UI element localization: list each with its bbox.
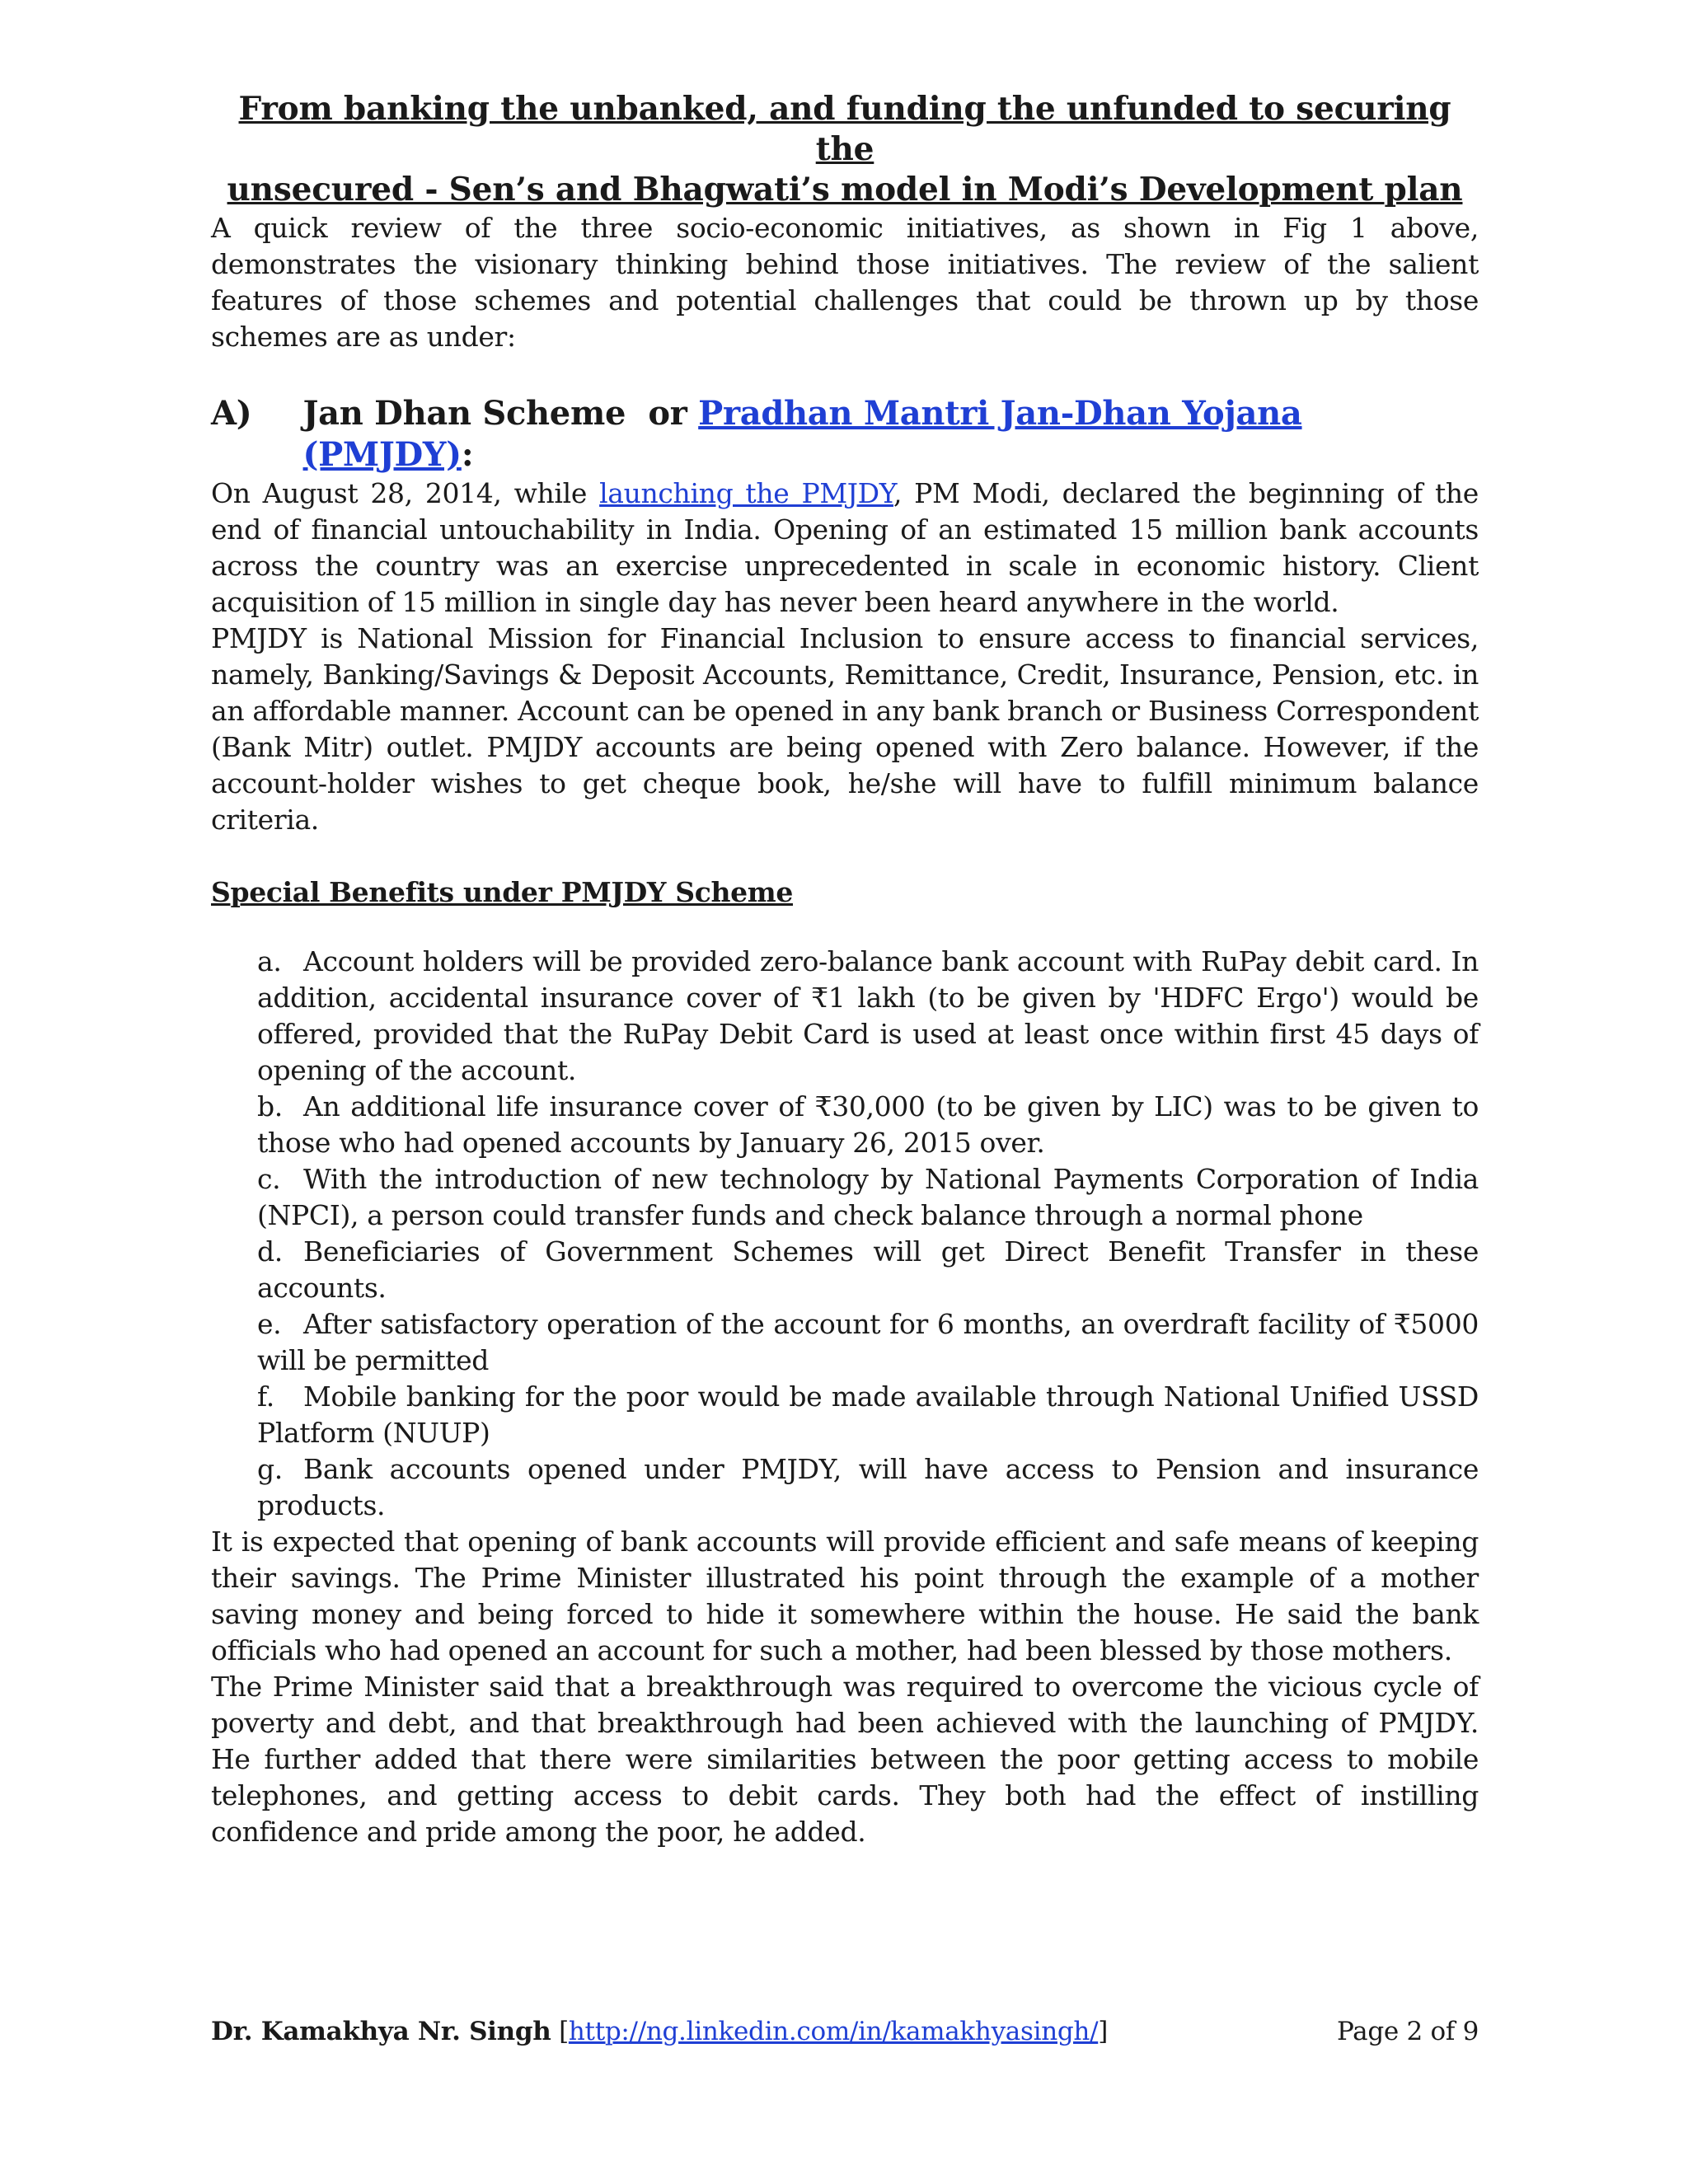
list-item-text: Bank accounts opened under PMJDY, will have access to Pension and insurance products. bbox=[257, 1453, 1479, 1521]
page-footer bbox=[211, 2015, 1479, 2048]
paragraph-savings: It is expected that opening of bank accounts will provide efficient and safe means of keeping their savings. The Prime Minister illustrated his point through the example of a mother saving money and being forced to hide it somewhere within the house. He said the bank officials who had opened an account for such a mother, had been blessed by those mothers. bbox=[211, 1526, 1479, 1666]
footer-author: Dr. Kamakhya Nr. Singh bbox=[211, 2017, 551, 2046]
list-marker: a. bbox=[257, 945, 282, 977]
list-marker: f. bbox=[257, 1380, 274, 1413]
footer-bracket-close: ] bbox=[1098, 2017, 1109, 2046]
list-item bbox=[257, 1234, 1479, 1306]
title-line-1: From banking the unbanked, and funding the unfunded to securing the bbox=[238, 90, 1451, 168]
section-heading bbox=[211, 393, 1479, 476]
list-item-text: An additional life insurance cover of ₹30,000 (to be given by LIC) was to be given to those who had opened accounts by January 26, 2015 over. bbox=[257, 1090, 1479, 1159]
document-page bbox=[211, 89, 1479, 1850]
linkedin-link[interactable]: http://ng.linkedin.com/in/kamakhyasingh/ bbox=[568, 2017, 1099, 2046]
paragraph-breakthrough: The Prime Minister said that a breakthrough was required to overcome the vicious cycle of poverty and debt, and that breakthrough had been achieved with the launching of PMJDY. He further added that there were similarities between the poor getting access to mobile telephones, and getting access to debit cards. They both had the effect of instilling confidence and pride among the poor, he added. bbox=[211, 1671, 1479, 1848]
list-item bbox=[257, 1451, 1479, 1524]
list-item bbox=[257, 1161, 1479, 1234]
list-item bbox=[257, 1379, 1479, 1451]
list-marker: e. bbox=[257, 1308, 282, 1340]
paragraph-launch bbox=[211, 476, 1479, 621]
footer-author-block bbox=[211, 2015, 1108, 2048]
page-number: Page 2 of 9 bbox=[1337, 2017, 1479, 2046]
list-item-text: Beneficiaries of Government Schemes will get Direct Benefit Transfer in these accounts. bbox=[257, 1235, 1479, 1304]
footer-bracket-open: [ bbox=[551, 2017, 569, 2046]
section-title-suffix: : bbox=[461, 435, 474, 474]
intro-paragraph: A quick review of the three socio-economic initiatives, as shown in Fig 1 above, demonstrates the visionary thinking behind those initiatives. The review of the salient features of those schemes and potential challenges that could be thrown up by those schemes are as under: bbox=[211, 212, 1479, 353]
list-item bbox=[257, 1089, 1479, 1161]
list-item-text: Mobile banking for the poor would be made available through National Unified USSD Platform (NUUP) bbox=[257, 1380, 1479, 1449]
list-item-text: With the introduction of new technology by National Payments Corporation of India (NPCI), a person could transfer funds and check balance through a normal phone bbox=[257, 1163, 1479, 1231]
list-item bbox=[257, 944, 1479, 1089]
paragraph-launch-after: , PM Modi, declared the beginning of the end of financial untouchability in India. Opening of an estimated 15 million bank accounts across the country was an exercise unprecedented in scale in economic history. Client acquisition of 15 million in single day has never been heard anywhere in the world. bbox=[211, 477, 1479, 618]
section-letter: A) bbox=[211, 394, 252, 433]
launching-pmjdy-link[interactable]: launching the PMJDY bbox=[599, 477, 893, 509]
list-item-text: Account holders will be provided zero-balance bank account with RuPay debit card. In addition, accidental insurance cover of ₹1 lakh (to be given by 'HDFC Ergo') would be offered, provided that the RuPay Debit Card is used at least once within first 45 days of opening of the account. bbox=[257, 945, 1479, 1086]
list-item bbox=[257, 1306, 1479, 1379]
list-marker: b. bbox=[257, 1090, 283, 1122]
pmjdy-link[interactable]: Pradhan Mantri Jan-Dhan Yojana (PMJDY) bbox=[302, 394, 1302, 474]
list-marker: c. bbox=[257, 1163, 281, 1195]
section-title bbox=[303, 393, 1479, 476]
paragraph-launch-before: On August 28, 2014, while bbox=[211, 477, 600, 509]
section-title-prefix: Jan Dhan Scheme or bbox=[302, 394, 699, 433]
title-line-2: unsecured - Sen’s and Bhagwati’s model in Modi’s Development plan bbox=[227, 171, 1463, 209]
paragraph-mission: PMJDY is National Mission for Financial Inclusion to ensure access to financial services, namely, Banking/Savings & Deposit Accounts, Remittance, Credit, Insurance, Pension, etc. in an affordable manner. Account can be opened in any bank branch or Business Correspondent (Bank Mitr) outlet. PMJDY accounts are being opened with Zero balance. However, if the account-holder wishes to get cheque book, he/she will have to fulfill minimum balance criteria. bbox=[211, 622, 1479, 836]
benefits-heading: Special Benefits under PMJDY Scheme bbox=[211, 876, 793, 908]
list-marker: g. bbox=[257, 1453, 283, 1485]
benefits-list bbox=[257, 944, 1479, 1524]
list-item-text: After satisfactory operation of the account for 6 months, an overdraft facility of ₹5000 will be permitted bbox=[257, 1308, 1479, 1376]
list-marker: d. bbox=[257, 1235, 283, 1268]
document-title bbox=[211, 89, 1479, 210]
